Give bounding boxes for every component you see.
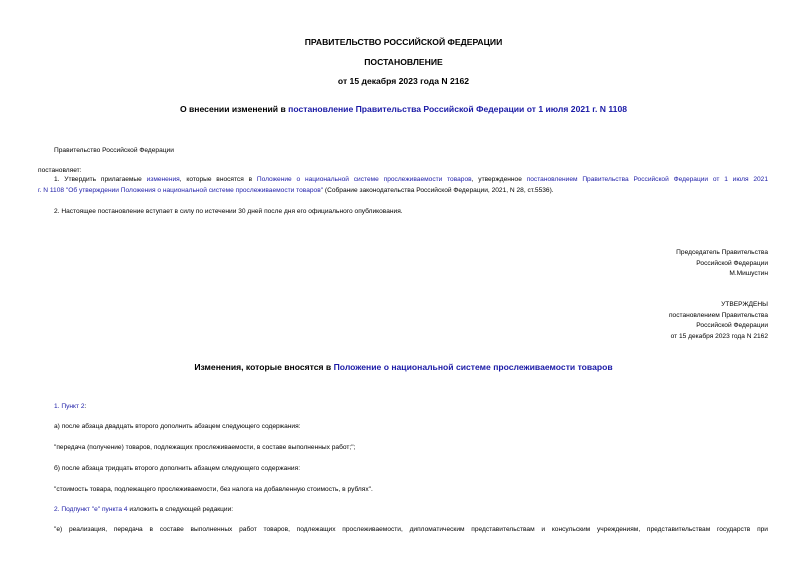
approval-line-1: УТВЕРЖДЕНЫ xyxy=(721,301,768,308)
decree-link-part2[interactable]: г. N 1108 "Об утверждении Положения о национальной системе прослеживаемости товаров" xyxy=(38,187,324,194)
subitem-b: б) после абзаца тридцать второго дополнить абзацем следующего содержания: xyxy=(54,465,301,472)
subpoint-e-link[interactable]: Подпункт "е" xyxy=(61,506,101,513)
title-prefix: О внесении изменений в xyxy=(179,104,289,114)
document-type: ПОСТАНОВЛЕНИЕ xyxy=(364,57,443,67)
subitem-e-text: "е) реализация, передача в составе выполненных работ товаров, подлежащих прослеживаемости, дипломатическим представительствам и консульским учреждениям, представительствам государств при xyxy=(54,526,768,533)
item-1: 1. Пункт 2: xyxy=(54,403,87,410)
document-date-number: от 15 декабря 2023 года N 2162 xyxy=(337,76,470,86)
changes-title: Изменения, которые вносятся в Положение о национальной системе прослеживаемости товаров xyxy=(194,362,613,372)
document-title xyxy=(0,104,807,114)
paragraph-1-line-1: 1. Утвердить прилагаемые изменения, которые вносятся в Положение о национальной системе прослеживаемости товаров, утвержденное постановлением Правительства Российской Федерации от 1 июля 2021 xyxy=(54,176,769,183)
approval-line-4: от 15 декабря 2023 года N 2162 xyxy=(670,333,768,340)
decree-word: постановляет: xyxy=(38,167,82,174)
issuer: Правительство Российской Федерации xyxy=(54,147,174,154)
subitem-a-quote: "передача (получение) товаров, подлежащих прослеживаемости, в составе выполненных работ;"; xyxy=(54,444,356,451)
subitem-a: а) после абзаца двадцать второго дополнить абзацем следующего содержания: xyxy=(54,423,301,430)
paragraph-2: 2. Настоящее постановление вступает в силу по истечении 30 дней после дня его официального опубликования. xyxy=(54,208,403,215)
subitem-b-quote: "стоимость товара, подлежащего прослеживаемости, без налога на добавленную стоимость, в рублях". xyxy=(54,486,373,493)
item-2: 2. Подпункт "е" пункта 4 изложить в следующей редакции: xyxy=(54,506,234,513)
government-name: ПРАВИТЕЛЬСТВО РОССИЙСКОЙ ФЕДЕРАЦИИ xyxy=(304,37,503,47)
paragraph-1-line-2: г. N 1108 "Об утверждении Положения о национальной системе прослеживаемости товаров" (Собрание законодательства Российской Федерации, 2021, N 28, ст.5536). xyxy=(38,187,554,194)
changes-title-link[interactable]: Положение о национальной системе прослеживаемости товаров xyxy=(333,362,613,372)
approval-line-3: Российской Федерации xyxy=(696,322,768,329)
approval-line-2: постановлением Правительства xyxy=(668,312,768,319)
changes-link[interactable]: изменения xyxy=(146,176,180,183)
paragraph-1 xyxy=(38,174,768,196)
signature-line-1: Председатель Правительства xyxy=(676,249,768,256)
signature-name: М.Мишустин xyxy=(729,270,768,277)
decree-link-part1[interactable]: постановлением Правительства Российской Федерации от 1 июля 2021 xyxy=(526,176,769,183)
title-link[interactable]: постановление Правительства Российской Федерации от 1 июля 2021 г. N 1108 xyxy=(288,104,628,114)
subitem-e xyxy=(54,524,768,535)
item-1-link[interactable]: 1. Пункт 2 xyxy=(54,403,85,410)
regulation-link[interactable]: Положение о национальной системе прослеживаемости товаров xyxy=(256,176,472,183)
point-4-link[interactable]: пункта 4 xyxy=(101,506,128,513)
signature-line-2: Российской Федерации xyxy=(696,260,768,267)
